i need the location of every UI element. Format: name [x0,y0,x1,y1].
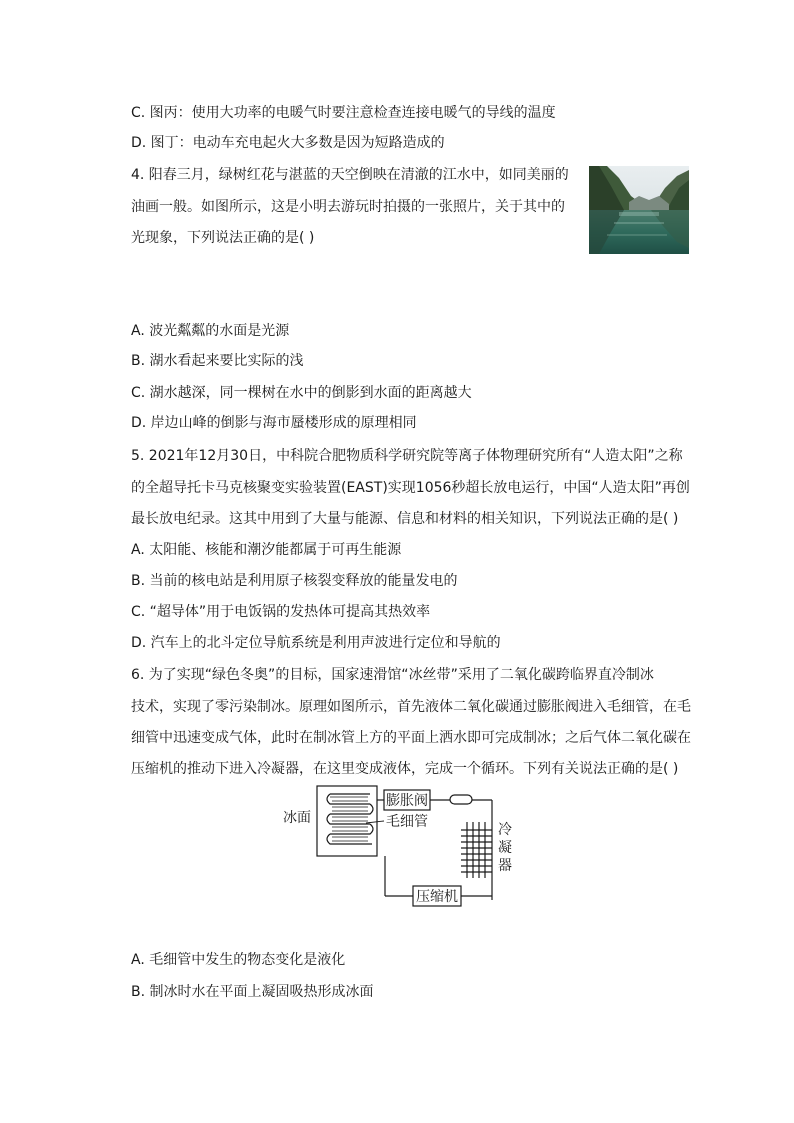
q5-option-c: C. “超导体”用于电饭锅的发热体可提高其热效率 [131,604,431,620]
lake-reflection-photo [589,166,689,254]
condenser-label-char-3: 器 [498,858,512,874]
q4-option-d: D. 岸边山峰的倒影与海市蜃楼形成的原理相同 [131,415,417,431]
q5-stem-line-1: 5. 2021年12月30日，中科院合肥物质科学研究院等离子体物理研究所有“人造太阳”之称 [131,448,683,464]
q6-option-a: A. 毛细管中发生的物态变化是液化 [131,952,346,968]
q6-stem-line-2: 技术，实现了零污染制冰。原理如图所示，首先液体二氧化碳通过膨胀阀进入毛细管，在毛 [131,699,691,715]
q5-option-a: A. 太阳能、核能和潮汐能都属于可再生能源 [131,542,402,558]
capillary-label: 毛细管 [386,814,428,830]
expansion-valve-label: 膨胀阀 [386,793,428,809]
q5-option-d: D. 汽车上的北斗定位导航系统是利用声波进行定位和导航的 [131,635,501,651]
q3-option-d: D. 图丁：电动车充电起火大多数是因为短路造成的 [131,135,445,151]
q4-option-a: A. 波光粼粼的水面是光源 [131,323,290,339]
q3-option-c: C. 图丙：使用大功率的电暖气时要注意检查连接电暖气的导线的温度 [131,105,556,121]
q4-option-c: C. 湖水越深，同一棵树在水中的倒影到水面的距离越大 [131,385,472,401]
condenser-coil [461,822,492,878]
q6-option-b: B. 制冰时水在平面上凝固吸热形成冰面 [131,984,374,1000]
q6-stem-line-3: 细管中迅速变成气体，此时在制冰管上方的平面上洒水即可完成制冰；之后气体二氧化碳在 [131,730,691,746]
q5-stem-line-3: 最长放电纪录。这其中用到了大量与能源、信息和材料的相关知识，下列说法正确的是( ) [131,511,679,527]
filter-capsule [450,795,472,804]
compressor-label: 压缩机 [416,889,458,905]
q5-stem-line-2: 的全超导托卡马克核聚变实验装置(EAST)实现1056秒超长放电运行，中国“人造太阳”再创 [131,480,690,496]
refrigeration-cycle-diagram [280,782,520,912]
q6-stem-line-4: 压缩机的推动下进入冷凝器，在这里变成液体，完成一个循环。下列有关说法正确的是( ) [131,761,679,777]
condenser-label-char-1: 冷 [498,822,512,838]
q6-stem-line-1: 6. 为了实现“绿色冬奥”的目标，国家速滑馆“冰丝带”采用了二氧化碳跨临界直冷制冰 [131,667,654,683]
q4-stem-line-2: 油画一般。如图所示，这是小明去游玩时拍摄的一张照片，关于其中的 [131,199,565,215]
q4-option-b: B. 湖水看起来要比实际的浅 [131,353,304,369]
condenser-label-char-2: 凝 [498,840,512,856]
q4-stem-line-3: 光现象，下列说法正确的是( ) [131,230,315,246]
q5-option-b: B. 当前的核电站是利用原子核裂变释放的能量发电的 [131,573,458,589]
capillary-coil [327,794,373,844]
q4-stem-line-1: 4. 阳春三月，绿树红花与湛蓝的天空倒映在清澈的江水中，如同美丽的 [131,167,569,183]
ice-surface-label: 冰面 [283,810,311,826]
